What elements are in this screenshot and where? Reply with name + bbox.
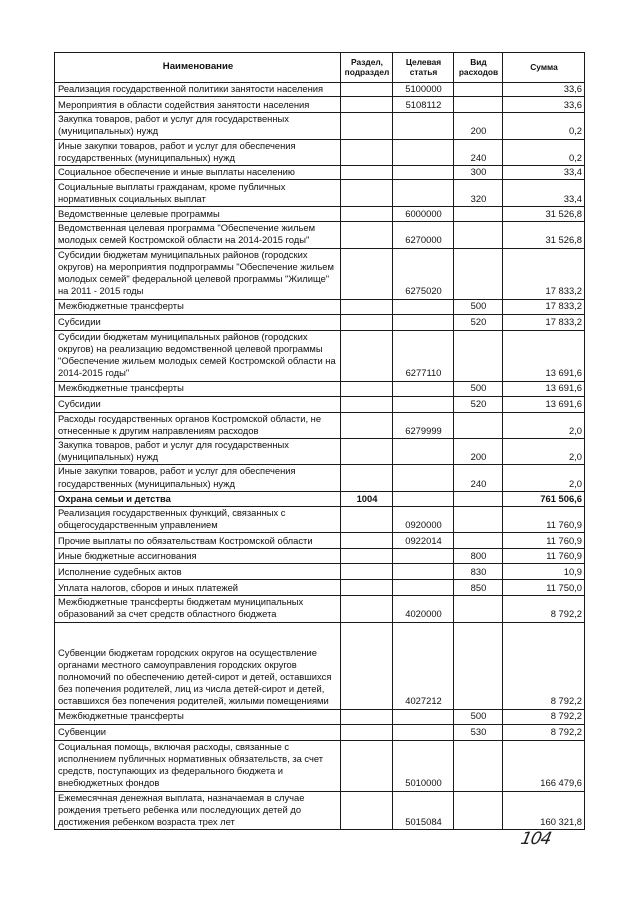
- cell-tselevaya: [393, 180, 454, 207]
- cell-tselevaya: [393, 465, 454, 491]
- cell-name: Межбюджетные трансферты: [55, 381, 341, 396]
- cell-tselevaya: 4020000: [393, 596, 454, 622]
- cell-name: Реализация государственной политики занятости населения: [55, 83, 341, 97]
- cell-vid: [454, 412, 503, 438]
- cell-vid: 520: [454, 314, 503, 330]
- cell-name: Субвенции: [55, 724, 341, 740]
- cell-summa: 2,0: [503, 412, 585, 438]
- cell-name: Социальные выплаты гражданам, кроме публичных нормативных социальных выплат: [55, 180, 341, 207]
- table-header-row: [55, 53, 585, 83]
- cell-name: Прочие выплаты по обязательствам Костромской области: [55, 533, 341, 549]
- cell-name: Исполнение судебных актов: [55, 564, 341, 580]
- cell-name: Межбюджетные трансферты: [55, 299, 341, 314]
- cell-razdel: [341, 180, 393, 207]
- cell-tselevaya: 6000000: [393, 207, 454, 222]
- table-row: [55, 533, 585, 549]
- cell-vid: [454, 222, 503, 248]
- table-row: [55, 412, 585, 438]
- cell-name: Расходы государственных органов Костромской области, не отнесенные к другим направлениям расходов: [55, 412, 341, 438]
- cell-name: Межбюджетные трансферты бюджетам муниципальных образований за счет средств областного бюджета: [55, 596, 341, 622]
- table-row: [55, 248, 585, 299]
- header-tselevaya: Целевая статья: [393, 53, 454, 83]
- cell-tselevaya: [393, 396, 454, 412]
- table-row: [55, 622, 585, 709]
- cell-tselevaya: [393, 299, 454, 314]
- table-row: [55, 166, 585, 180]
- cell-tselevaya: [393, 580, 454, 596]
- cell-razdel: [341, 314, 393, 330]
- cell-tselevaya: 5015084: [393, 791, 454, 830]
- cell-summa: 11 750,0: [503, 580, 585, 596]
- cell-razdel: [341, 83, 393, 97]
- cell-razdel: [341, 596, 393, 622]
- cell-summa: 33,4: [503, 166, 585, 180]
- cell-summa: 10,9: [503, 564, 585, 580]
- cell-razdel: [341, 207, 393, 222]
- cell-summa: 31 526,8: [503, 222, 585, 248]
- cell-razdel: [341, 622, 393, 709]
- cell-razdel: [341, 381, 393, 396]
- cell-summa: 8 792,2: [503, 724, 585, 740]
- cell-vid: [454, 622, 503, 709]
- cell-summa: 17 833,2: [503, 248, 585, 299]
- cell-vid: [454, 330, 503, 381]
- table-row: [55, 580, 585, 596]
- table-row: [55, 549, 585, 564]
- table-row: [55, 83, 585, 97]
- cell-vid: 200: [454, 439, 503, 465]
- cell-name: Иные закупки товаров, работ и услуг для обеспечения государственных (муниципальных) нужд: [55, 465, 341, 491]
- cell-tselevaya: [393, 564, 454, 580]
- cell-tselevaya: 5100000: [393, 83, 454, 97]
- cell-tselevaya: 6277110: [393, 330, 454, 381]
- cell-name: Социальное обеспечение и иные выплаты населению: [55, 166, 341, 180]
- table-row: [55, 222, 585, 248]
- cell-summa: 0,2: [503, 139, 585, 165]
- cell-vid: [454, 207, 503, 222]
- cell-name: Закупка товаров, работ и услуг для государственных (муниципальных) нужд: [55, 113, 341, 139]
- cell-name: Ежемесячная денежная выплата, назначаемая в случае рождения третьего ребенка или последующих детей до достижения ребенком возраста трех лет: [55, 791, 341, 830]
- table-row: [55, 791, 585, 830]
- table-row: [55, 113, 585, 139]
- cell-razdel: [341, 299, 393, 314]
- cell-vid: 500: [454, 381, 503, 396]
- table-row: [55, 396, 585, 412]
- page-number: 104: [518, 829, 553, 849]
- cell-vid: 500: [454, 709, 503, 724]
- cell-tselevaya: 6279999: [393, 412, 454, 438]
- cell-razdel: [341, 465, 393, 491]
- cell-razdel: [341, 549, 393, 564]
- cell-summa: 11 760,9: [503, 549, 585, 564]
- cell-summa: 33,4: [503, 180, 585, 207]
- cell-name: Субсидии: [55, 314, 341, 330]
- cell-vid: [454, 506, 503, 532]
- cell-razdel: [341, 113, 393, 139]
- cell-razdel: [341, 439, 393, 465]
- table-row: [55, 97, 585, 113]
- cell-razdel: [341, 248, 393, 299]
- cell-vid: [454, 740, 503, 791]
- cell-vid: [454, 491, 503, 506]
- cell-vid: [454, 83, 503, 97]
- table-row: [55, 596, 585, 622]
- table-row: [55, 724, 585, 740]
- cell-summa: 2,0: [503, 439, 585, 465]
- cell-name: Уплата налогов, сборов и иных платежей: [55, 580, 341, 596]
- table-row: [55, 740, 585, 791]
- cell-tselevaya: [393, 113, 454, 139]
- table-row: [55, 506, 585, 532]
- table-row: [55, 491, 585, 506]
- cell-vid: 300: [454, 166, 503, 180]
- cell-tselevaya: 0922014: [393, 533, 454, 549]
- cell-vid: 240: [454, 139, 503, 165]
- table-row: [55, 314, 585, 330]
- cell-tselevaya: 4027212: [393, 622, 454, 709]
- cell-name: Ведомственные целевые программы: [55, 207, 341, 222]
- cell-name: Мероприятия в области содействия занятости населения: [55, 97, 341, 113]
- table-row: [55, 465, 585, 491]
- cell-razdel: 1004: [341, 491, 393, 506]
- cell-name: Иные закупки товаров, работ и услуг для обеспечения государственных (муниципальных) нужд: [55, 139, 341, 165]
- cell-summa: 13 691,6: [503, 330, 585, 381]
- table-row: [55, 709, 585, 724]
- cell-name: Субсидии: [55, 396, 341, 412]
- cell-razdel: [341, 97, 393, 113]
- cell-tselevaya: [393, 439, 454, 465]
- cell-vid: 530: [454, 724, 503, 740]
- cell-name: Охрана семьи и детства: [55, 491, 341, 506]
- cell-tselevaya: [393, 491, 454, 506]
- header-summa: Сумма: [503, 53, 585, 83]
- cell-name: Реализация государственных функций, связанных с общегосударственным управлением: [55, 506, 341, 532]
- cell-summa: 8 792,2: [503, 622, 585, 709]
- cell-name: Ведомственная целевая программа "Обеспечение жильем молодых семей Костромской области на 2014-2015 годы": [55, 222, 341, 248]
- cell-summa: 33,6: [503, 83, 585, 97]
- table-row: [55, 564, 585, 580]
- cell-summa: 13 691,6: [503, 381, 585, 396]
- cell-razdel: [341, 222, 393, 248]
- cell-summa: 166 479,6: [503, 740, 585, 791]
- table-row: [55, 180, 585, 207]
- header-vid: Вид расходов: [454, 53, 503, 83]
- cell-tselevaya: 0920000: [393, 506, 454, 532]
- cell-name: Субсидии бюджетам муниципальных районов (городских округов) на реализацию ведомственной целевой программы "Обеспечение жильем молодых семей Костромской области на 2014-2015 годы": [55, 330, 341, 381]
- cell-tselevaya: 5010000: [393, 740, 454, 791]
- cell-vid: 850: [454, 580, 503, 596]
- cell-razdel: [341, 139, 393, 165]
- cell-vid: [454, 533, 503, 549]
- cell-vid: 830: [454, 564, 503, 580]
- cell-vid: 520: [454, 396, 503, 412]
- table-row: [55, 439, 585, 465]
- cell-vid: [454, 248, 503, 299]
- cell-tselevaya: [393, 549, 454, 564]
- cell-name: Закупка товаров, работ и услуг для государственных (муниципальных) нужд: [55, 439, 341, 465]
- cell-summa: 33,6: [503, 97, 585, 113]
- cell-vid: 200: [454, 113, 503, 139]
- cell-tselevaya: [393, 314, 454, 330]
- cell-tselevaya: [393, 724, 454, 740]
- cell-summa: 160 321,8: [503, 791, 585, 830]
- header-name: Наименование: [55, 53, 341, 83]
- table-row: [55, 207, 585, 222]
- cell-vid: 800: [454, 549, 503, 564]
- cell-tselevaya: [393, 709, 454, 724]
- cell-razdel: [341, 412, 393, 438]
- cell-tselevaya: [393, 381, 454, 396]
- cell-summa: 2,0: [503, 465, 585, 491]
- cell-vid: [454, 791, 503, 830]
- cell-name: Иные бюджетные ассигнования: [55, 549, 341, 564]
- cell-razdel: [341, 709, 393, 724]
- table-row: [55, 381, 585, 396]
- cell-summa: 761 506,6: [503, 491, 585, 506]
- cell-summa: 11 760,9: [503, 506, 585, 532]
- cell-summa: 8 792,2: [503, 596, 585, 622]
- cell-vid: [454, 596, 503, 622]
- header-razdel: Раздел, подраздел: [341, 53, 393, 83]
- cell-razdel: [341, 330, 393, 381]
- cell-tselevaya: [393, 139, 454, 165]
- cell-summa: 31 526,8: [503, 207, 585, 222]
- cell-name: Субсидии бюджетам муниципальных районов (городских округов) на мероприятия подпрограммы "Обеспечение жильем молодых семей" федеральной целевой программы "Жилище" на 2011 - 2015 годы: [55, 248, 341, 299]
- cell-vid: 500: [454, 299, 503, 314]
- table-row: [55, 299, 585, 314]
- cell-razdel: [341, 791, 393, 830]
- cell-summa: 13 691,6: [503, 396, 585, 412]
- table-row: [55, 330, 585, 381]
- cell-summa: 11 760,9: [503, 533, 585, 549]
- cell-tselevaya: 6270000: [393, 222, 454, 248]
- cell-razdel: [341, 533, 393, 549]
- cell-summa: 8 792,2: [503, 709, 585, 724]
- cell-tselevaya: 5108112: [393, 97, 454, 113]
- cell-summa: 17 833,2: [503, 314, 585, 330]
- cell-name: Социальная помощь, включая расходы, связанные с исполнением публичных нормативных обязательств, за счет средств, поступающих из федерального бюджета и внебюджетных фондов: [55, 740, 341, 791]
- budget-table: [54, 52, 585, 830]
- cell-razdel: [341, 166, 393, 180]
- cell-tselevaya: 6275020: [393, 248, 454, 299]
- cell-razdel: [341, 724, 393, 740]
- cell-summa: 0,2: [503, 113, 585, 139]
- cell-vid: [454, 97, 503, 113]
- cell-tselevaya: [393, 166, 454, 180]
- cell-razdel: [341, 564, 393, 580]
- cell-razdel: [341, 580, 393, 596]
- cell-name: Субвенции бюджетам городских округов на осуществление органами местного самоуправления городских округов полномочий по обеспечению детей-сирот и детей, оставшихся без попечения родителей, лиц из числа детей-сирот и детей, оставшихся без попечения родителей, жилыми помещениями: [55, 622, 341, 709]
- cell-vid: 240: [454, 465, 503, 491]
- cell-name: Межбюджетные трансферты: [55, 709, 341, 724]
- cell-summa: 17 833,2: [503, 299, 585, 314]
- cell-vid: 320: [454, 180, 503, 207]
- cell-razdel: [341, 740, 393, 791]
- cell-razdel: [341, 506, 393, 532]
- cell-razdel: [341, 396, 393, 412]
- table-row: [55, 139, 585, 165]
